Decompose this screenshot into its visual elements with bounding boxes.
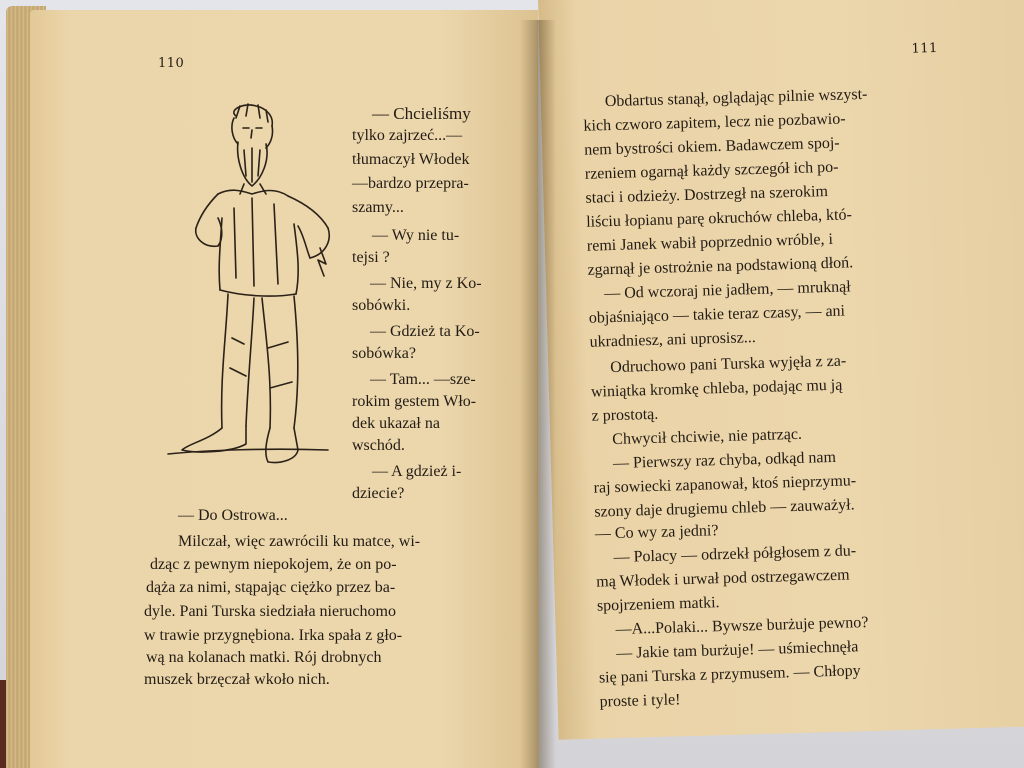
text-line: kich czworo zapitem, lecz nie pozbawio- xyxy=(583,110,846,135)
text-line: dziecie? xyxy=(352,485,405,502)
text-line: muszek brzęczał wkoło nich. xyxy=(144,671,330,688)
text-line: — Chcieliśmy xyxy=(372,104,471,123)
text-line: staci i odzieży. Dostrzegł na szerokim xyxy=(585,182,829,207)
text-line: szamy... xyxy=(352,199,404,216)
text-line: ukradniesz, ani uprosisz... xyxy=(589,329,756,351)
text-line: — Pierwszy raz chyba, odkąd nam xyxy=(612,448,837,473)
text-line: wą na kolanach matki. Rój drobnych xyxy=(146,649,382,666)
text-line: nem bystrości okiem. Badawczem spoj- xyxy=(583,134,840,159)
text-line: — Wy nie tu- xyxy=(372,227,460,244)
text-line: — Co wy za jedni? xyxy=(594,522,719,543)
text-line: zgarnął je ostrożnie na podstawioną dłoń. xyxy=(587,254,854,279)
right-page xyxy=(538,0,1024,740)
text-line: tylko zajrzeć...— xyxy=(352,127,463,144)
text-line: remi Janek wabił poprzednio wróble, i xyxy=(586,230,834,255)
right-page-number: 111 xyxy=(911,40,939,57)
text-line: dąża za nimi, stąpając ciężko przez ba- xyxy=(146,579,396,596)
text-line: tejsi ? xyxy=(352,249,390,266)
text-line: Milczał, więc zawrócili ku matce, wi- xyxy=(178,533,421,550)
left-page-number: 110 xyxy=(158,56,185,71)
text-line: — Do Ostrowa... xyxy=(178,507,288,524)
text-line: w trawie przygnębiona. Irka spała z gło- xyxy=(144,627,403,644)
text-line: —bardzo przepra- xyxy=(352,175,469,192)
text-line: proste i tyle! xyxy=(599,691,681,711)
text-line: rzeniem ogarnął każdy szczegół ich po- xyxy=(584,158,839,183)
text-line: szony daje drugiemu chleb — zauważył. xyxy=(594,496,855,521)
text-line: Obdartus stanął, oglądając pilnie wszyst- xyxy=(604,85,868,111)
text-line: Odruchowo pani Turska wyjęła z za- xyxy=(610,352,847,377)
text-line: tłumaczył Włodek xyxy=(352,151,470,168)
text-line: mą Włodek i urwał pod ostrzegawczem xyxy=(596,566,850,591)
text-line: rokim gestem Wło- xyxy=(352,393,477,410)
text-line: liściu łopianu parę okruchów chleba, któ- xyxy=(585,206,853,231)
text-line: — Gdzież ta Ko- xyxy=(370,323,480,340)
text-line: raj sowiecki zapanował, ktoś nieprzymu- xyxy=(593,472,857,497)
text-line: winiątka kromkę chleba, podając mu ją xyxy=(590,376,843,401)
text-line: — Polacy — odrzekł półgłosem z du- xyxy=(613,542,857,567)
text-line: spojrzeniem matki. xyxy=(596,594,720,615)
bearded-peasant-figure-icon xyxy=(148,98,348,478)
text-line: sobówki. xyxy=(352,297,411,314)
text-line: — Od wczoraj nie jadłem, — mruknął xyxy=(603,278,851,303)
text-line: dząc z pewnym niepokojem, że on po- xyxy=(150,556,397,573)
text-line: — Tam... —sze- xyxy=(370,371,476,388)
text-line: sobówka? xyxy=(352,345,416,362)
text-line: —A...Polaki... Bywsze burżuje pewno? xyxy=(615,614,869,639)
text-line: — Jakie tam burżuje! — uśmiechnęła xyxy=(616,638,859,663)
text-line: dek ukazał na xyxy=(352,415,440,432)
text-line: — A gdzież i- xyxy=(372,463,462,480)
text-line: dyle. Pani Turska siedziała nieruchomo xyxy=(144,603,396,620)
text-line: — Nie, my z Ko- xyxy=(370,275,482,292)
text-line: Chwycił chciwie, nie patrząc. xyxy=(612,425,803,449)
left-page xyxy=(30,10,538,768)
text-line: objaśniająco — takie teraz czasy, — ani xyxy=(588,302,846,327)
text-line: się pani Turska z przymusem. — Chłopy xyxy=(598,662,861,687)
text-line: wschód. xyxy=(352,437,405,454)
text-line: z prostotą. xyxy=(591,405,659,425)
